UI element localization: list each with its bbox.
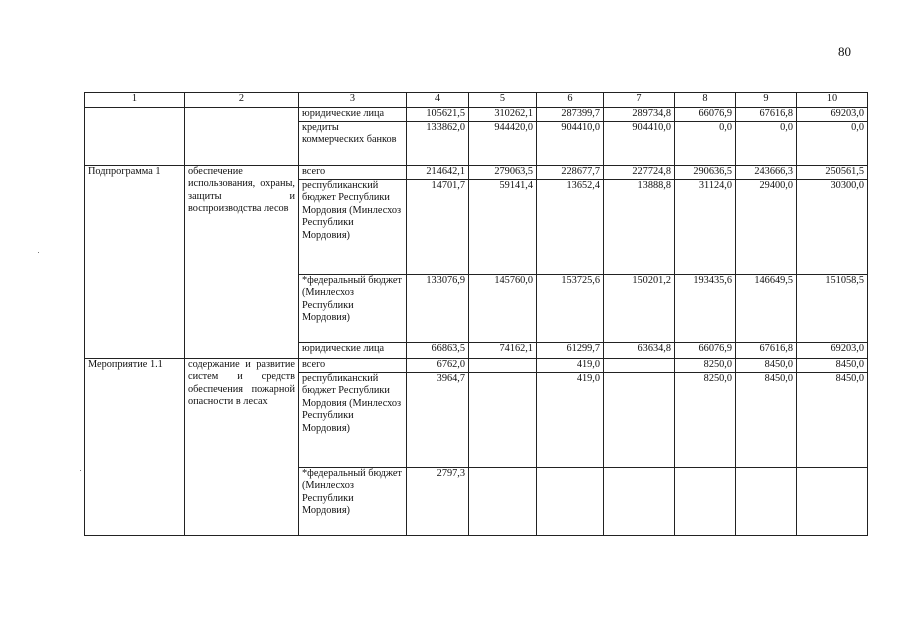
value-cell: 105621,5: [407, 108, 469, 122]
funding-source: кредиты коммерческих банков: [299, 121, 407, 165]
value-cell: [736, 467, 797, 535]
value-cell: 290636,5: [675, 165, 736, 179]
value-cell: 13888,8: [604, 179, 675, 274]
value-cell: 66863,5: [407, 342, 469, 358]
funding-source: всего: [299, 358, 407, 372]
value-cell: 150201,2: [604, 274, 675, 342]
value-cell: 30300,0: [797, 179, 868, 274]
column-number-row: [85, 93, 868, 108]
funding-source: *федеральный бюджет (Минлесхоз Республики Мордовия): [299, 274, 407, 342]
column-header: 9: [736, 93, 797, 108]
value-cell: [604, 372, 675, 467]
table-row: [85, 165, 868, 179]
column-header: 7: [604, 93, 675, 108]
value-cell: 904410,0: [604, 121, 675, 165]
column-header: 6: [537, 93, 604, 108]
value-cell: [469, 358, 537, 372]
value-cell: 145760,0: [469, 274, 537, 342]
value-cell: [604, 467, 675, 535]
program-description: обеспечение использования, охраны, защиты и воспроизводства лесов: [185, 165, 299, 358]
value-cell: 250561,5: [797, 165, 868, 179]
value-cell: 419,0: [537, 358, 604, 372]
value-cell: [675, 467, 736, 535]
value-cell: 0,0: [797, 121, 868, 165]
value-cell: 279063,5: [469, 165, 537, 179]
value-cell: 74162,1: [469, 342, 537, 358]
value-cell: 133862,0: [407, 121, 469, 165]
funding-source: юридические лица: [299, 108, 407, 122]
value-cell: 59141,4: [469, 179, 537, 274]
value-cell: 69203,0: [797, 342, 868, 358]
value-cell: 14701,7: [407, 179, 469, 274]
value-cell: 193435,6: [675, 274, 736, 342]
value-cell: 133076,9: [407, 274, 469, 342]
column-header: 2: [185, 93, 299, 108]
value-cell: 29400,0: [736, 179, 797, 274]
activity-title: Мероприятие 1.1: [85, 358, 185, 535]
value-cell: 66076,9: [675, 108, 736, 122]
value-cell: 2797,3: [407, 467, 469, 535]
column-header: 5: [469, 93, 537, 108]
value-cell: 151058,5: [797, 274, 868, 342]
program-title: Подпрограмма 1: [85, 165, 185, 358]
value-cell: 8250,0: [675, 372, 736, 467]
value-cell: 61299,7: [537, 342, 604, 358]
value-cell: [469, 372, 537, 467]
value-cell: 944420,0: [469, 121, 537, 165]
value-cell: 67616,8: [736, 342, 797, 358]
value-cell: [797, 467, 868, 535]
page-number: 80: [838, 44, 851, 59]
funding-source: всего: [299, 165, 407, 179]
value-cell: 0,0: [736, 121, 797, 165]
value-cell: 3964,7: [407, 372, 469, 467]
empty-description-cell: [185, 108, 299, 166]
value-cell: 8450,0: [797, 372, 868, 467]
scan-speck: [80, 470, 81, 471]
value-cell: 228677,7: [537, 165, 604, 179]
value-cell: 31124,0: [675, 179, 736, 274]
value-cell: 6762,0: [407, 358, 469, 372]
value-cell: 8450,0: [797, 358, 868, 372]
value-cell: 146649,5: [736, 274, 797, 342]
value-cell: 287399,7: [537, 108, 604, 122]
value-cell: 153725,6: [537, 274, 604, 342]
value-cell: 0,0: [675, 121, 736, 165]
empty-title-cell: [85, 108, 185, 166]
value-cell: 8450,0: [736, 358, 797, 372]
value-cell: [469, 467, 537, 535]
value-cell: 227724,8: [604, 165, 675, 179]
funding-source: *федеральный бюджет (Минлесхоз Республики Мордовия): [299, 467, 407, 535]
value-cell: 66076,9: [675, 342, 736, 358]
table-row: [85, 358, 868, 372]
column-header: 4: [407, 93, 469, 108]
column-header: 1: [85, 93, 185, 108]
column-header: 8: [675, 93, 736, 108]
value-cell: 8250,0: [675, 358, 736, 372]
value-cell: 8450,0: [736, 372, 797, 467]
value-cell: 419,0: [537, 372, 604, 467]
value-cell: 310262,1: [469, 108, 537, 122]
funding-source: республиканский бюджет Республики Мордовия (Минлесхоз Республики Мордовия): [299, 372, 407, 467]
value-cell: 13652,4: [537, 179, 604, 274]
column-header: 10: [797, 93, 868, 108]
table-row: [85, 108, 868, 122]
value-cell: [537, 467, 604, 535]
value-cell: 214642,1: [407, 165, 469, 179]
budget-table: [84, 92, 868, 536]
value-cell: 69203,0: [797, 108, 868, 122]
funding-source: юридические лица: [299, 342, 407, 358]
funding-source: республиканский бюджет Республики Мордовия (Минлесхоз Республики Мордовия): [299, 179, 407, 274]
value-cell: [604, 358, 675, 372]
value-cell: 904410,0: [537, 121, 604, 165]
value-cell: 67616,8: [736, 108, 797, 122]
column-header: 3: [299, 93, 407, 108]
value-cell: 289734,8: [604, 108, 675, 122]
value-cell: 63634,8: [604, 342, 675, 358]
activity-description: содержание и развитие систем и средств обеспечения пожарной опасности в лесах: [185, 358, 299, 535]
scan-speck: [38, 252, 39, 253]
value-cell: 243666,3: [736, 165, 797, 179]
